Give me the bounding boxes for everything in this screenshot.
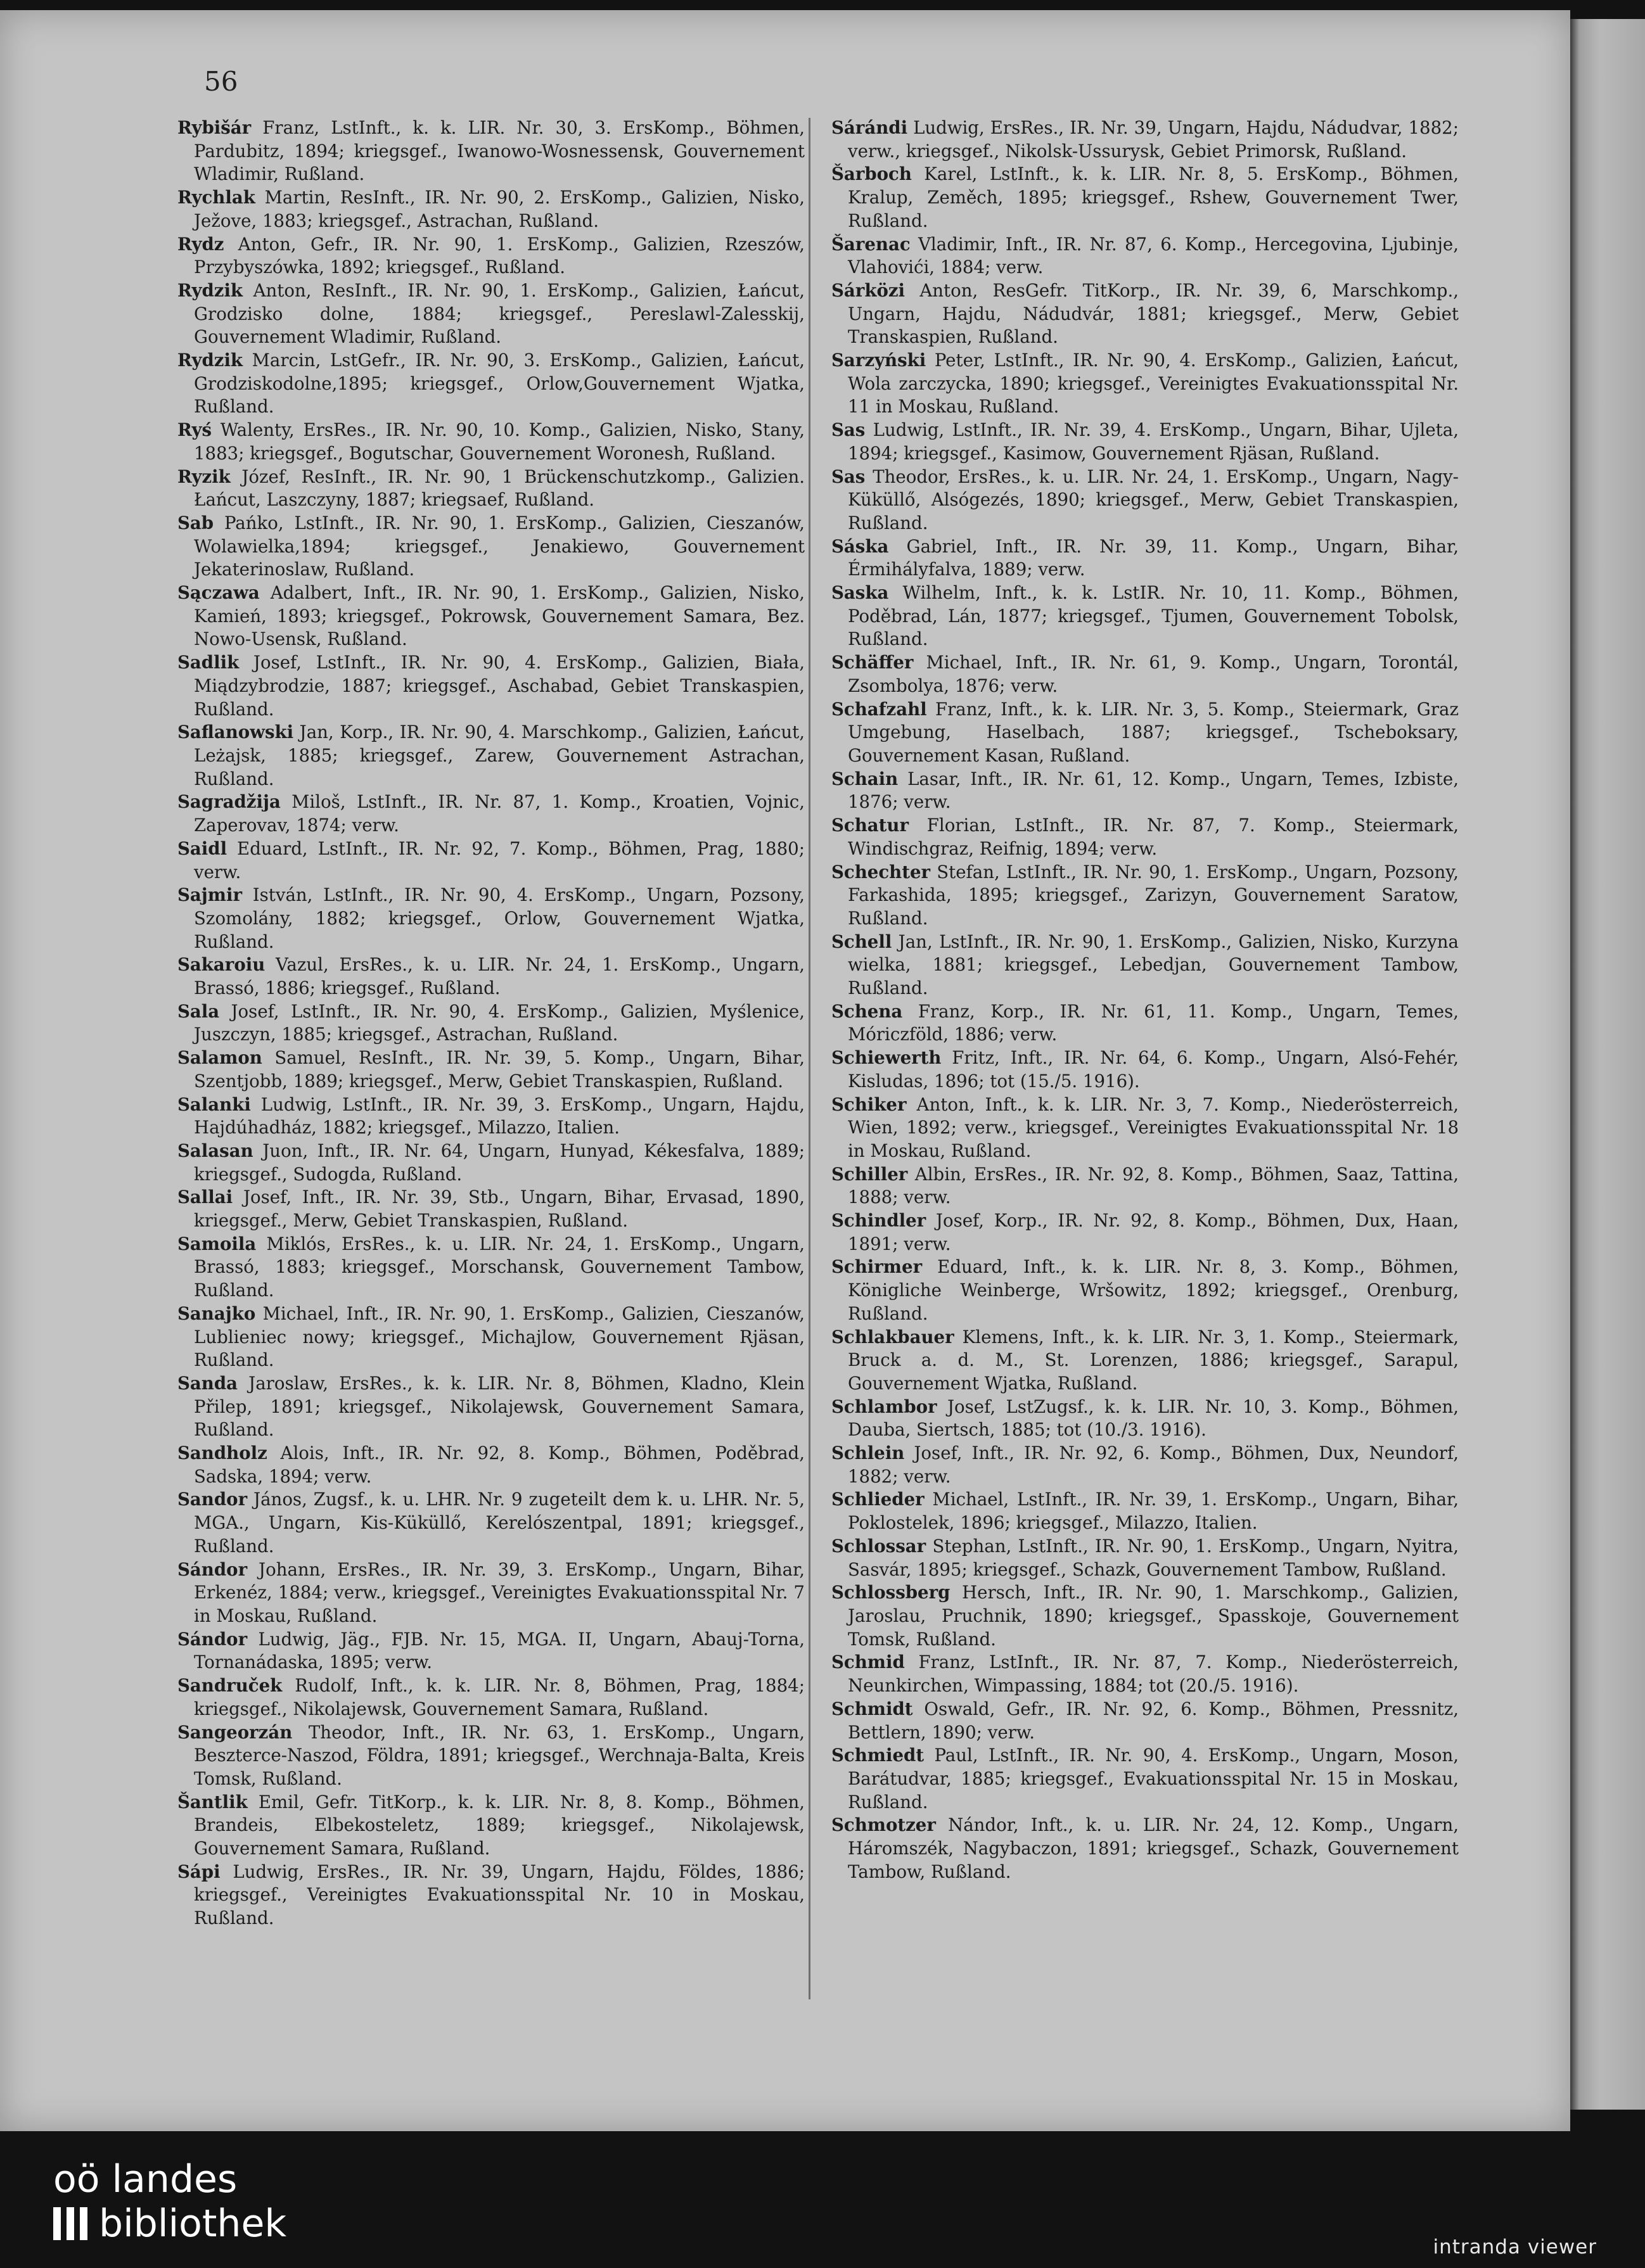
- entry-surname: Rychlak: [177, 187, 255, 208]
- register-entry: [177, 1303, 805, 1372]
- entry-details: Karel, LstInft., k. k. LIR. Nr. 8, 5. ErsKomp., Böhmen, Kralup, Zeměch, 1895; kriegsgef., Rshew, Gouvernement Twer, Rußland.: [848, 163, 1459, 231]
- entry-surname: Sándor: [177, 1558, 248, 1580]
- entry-details: Josef, Korp., IR. Nr. 92, 8. Komp., Böhmen, Dux, Haan, 1891; verw.: [848, 1210, 1459, 1254]
- register-entry: [831, 1651, 1459, 1697]
- register-entry: [831, 535, 1459, 582]
- right-column: [831, 117, 1459, 1883]
- entry-surname: Schafzahl: [831, 698, 927, 720]
- register-entry: [177, 838, 805, 884]
- entry-surname: Sáska: [831, 535, 889, 557]
- entry-surname: Ryś: [177, 419, 212, 441]
- entry-details: Josef, LstInft., IR. Nr. 90, 4. ErsKomp., Galizien, Myślenice, Juszczyn, 1885; kriegsgef., Astrachan, Rußland.: [194, 1000, 805, 1045]
- entry-surname: Schlieder: [831, 1489, 925, 1510]
- entry-details: Stephan, LstInft., IR. Nr. 90, 1. ErsKomp., Ungarn, Nyitra, Sasvár, 1895; kriegsgef., Schazk, Gouvernement Tambow, Rußland.: [848, 1535, 1459, 1580]
- entry-details: Emil, Gefr. TitKorp., k. k. LIR. Nr. 8, 8. Komp., Böhmen, Brandeis, Elbekosteletz, 1889; kriegsgef., Nikolajewsk, Gouvernement Samara, Rußland.: [194, 1791, 805, 1859]
- entry-surname: Schlein: [831, 1443, 905, 1464]
- entry-details: Samuel, ResInft., IR. Nr. 39, 5. Komp., Ungarn, Bihar, Szentjobb, 1889; kriegsgef., Merw, Gebiet Transkaspien, Rußland.: [194, 1047, 805, 1092]
- register-entry: [177, 1628, 805, 1674]
- register-entry: [831, 1256, 1459, 1325]
- entry-details: Wilhelm, Inft., k. k. LstIR. Nr. 10, 11. Komp., Böhmen, Poděbrad, Lán, 1877; kriegsgef., Tjumen, Gouvernement Tobolsk, Rußland.: [848, 582, 1459, 650]
- logo-line-1: oö landes: [53, 2157, 238, 2201]
- register-entry: [177, 1721, 805, 1791]
- entry-details: Theodor, Inft., IR. Nr. 63, 1. ErsKomp., Ungarn, Beszterce-Naszod, Földra, 1891; kriegsgef., Werchnaja-Balta, Kreis Tomsk, Rußland.: [194, 1721, 805, 1789]
- entry-details: Eduard, Inft., k. k. LIR. Nr. 8, 3. Komp., Böhmen, Königliche Weinberge, Wršowitz, 1892; kriegsgef., Orenburg, Rußland.: [848, 1256, 1459, 1324]
- entry-details: Alois, Inft., IR. Nr. 92, 8. Komp., Böhmen, Poděbrad, Sadska, 1894; verw.: [194, 1443, 805, 1487]
- entry-surname: Sas: [831, 419, 866, 441]
- entry-surname: Šarboch: [831, 163, 912, 185]
- entry-details: Martin, ResInft., IR. Nr. 90, 2. ErsKomp., Galizien, Nisko, Ježove, 1883; kriegsgef., Astrachan, Rußland.: [194, 187, 805, 231]
- entry-surname: Saflanowski: [177, 722, 294, 743]
- entry-details: Adalbert, Inft., IR. Nr. 90, 1. ErsKomp., Galizien, Nisko, Kamień, 1893; kriegsgef., Pokrowsk, Gouvernement Samara, Bez. Nowo-Usensk, Rußland.: [194, 582, 805, 650]
- entry-surname: Schmotzer: [831, 1814, 936, 1836]
- register-entry: [831, 349, 1459, 419]
- entry-surname: Schechter: [831, 861, 931, 882]
- register-entry: [177, 721, 805, 791]
- entry-details: Theodor, ErsRes., k. u. LIR. Nr. 24, 1. ErsKomp., Ungarn, Nagy-Küküllő, Alsógezés, 1890; kriegsgef., Merw, Gebiet Transkaspien, Rußland.: [848, 466, 1459, 533]
- entry-details: Lasar, Inft., IR. Nr. 61, 12. Komp., Ungarn, Temes, Izbiste, 1876; verw.: [848, 768, 1459, 813]
- entry-surname: Schirmer: [831, 1256, 923, 1278]
- entry-details: Hersch, Inft., IR. Nr. 90, 1. Marschkomp., Galizien, Jaroslau, Pruchnik, 1890; kriegsgef., Spasskoje, Gouvernement Tomsk, Rußland.: [848, 1582, 1459, 1650]
- entry-details: Gabriel, Inft., IR. Nr. 39, 11. Komp., Ungarn, Bihar, Érmihályfalva, 1889; verw.: [848, 535, 1459, 580]
- register-entry: [831, 698, 1459, 768]
- register-entry: [177, 953, 805, 1000]
- entry-surname: Sab: [177, 512, 214, 533]
- register-entry: [831, 1047, 1459, 1093]
- entry-surname: Sanajko: [177, 1303, 256, 1324]
- register-entry: [831, 814, 1459, 860]
- entry-details: Michael, LstInft., IR. Nr. 39, 1. ErsKomp., Ungarn, Bihar, Poklostelek, 1896; kriegsgef., Milazzo, Italien.: [848, 1489, 1459, 1534]
- entry-details: Josef, Inft., IR. Nr. 39, Stb., Ungarn, Bihar, Ervasad, 1890, kriegsgef., Merw, Gebiet Transkaspien, Rußland.: [194, 1187, 805, 1232]
- register-entry: [831, 1535, 1459, 1581]
- register-entry: [177, 1000, 805, 1047]
- entry-surname: Sajmir: [177, 884, 243, 906]
- register-entry: [831, 1209, 1459, 1256]
- register-entry: [831, 466, 1459, 535]
- register-entry: [831, 1814, 1459, 1883]
- entry-details: Josef, LstInft., IR. Nr. 90, 4. ErsKomp., Galizien, Biała, Miądzybrodzie, 1887; kriegsgef., Aschabad, Gebiet Transkaspien, Rußland.: [194, 652, 805, 720]
- register-entry: [177, 1674, 805, 1721]
- entry-surname: Sala: [177, 1000, 220, 1022]
- register-entry: [831, 419, 1459, 465]
- entry-details: Klemens, Inft., k. k. LIR. Nr. 3, 1. Komp., Steiermark, Bruck a. d. M., St. Lorenzen, 1886; kriegsgef., Sarapul, Gouvernement Wjatka, Rußland.: [848, 1326, 1459, 1394]
- register-entry: [831, 1326, 1459, 1396]
- register-entry: [831, 163, 1459, 233]
- register-entry: [177, 512, 805, 582]
- register-entry: [177, 1791, 805, 1861]
- register-entry: [177, 1442, 805, 1488]
- page-number: 56: [204, 66, 238, 97]
- entry-surname: Schindler: [831, 1210, 926, 1232]
- entry-surname: Schlossar: [831, 1535, 926, 1557]
- entry-details: Vladimir, Inft., IR. Nr. 87, 6. Komp., Hercegovina, Ljubinje, Vlahovići, 1884; verw.: [848, 233, 1459, 278]
- viewer-label[interactable]: intranda viewer: [1433, 2236, 1597, 2258]
- entry-details: Nándor, Inft., k. u. LIR. Nr. 24, 12. Komp., Ungarn, Háromszék, Nagybaczon, 1891; kriegsgef., Schazk, Gouvernement Tambow, Rußland.: [848, 1814, 1459, 1882]
- entry-surname: Schatur: [831, 815, 909, 836]
- entry-details: Miklós, ErsRes., k. u. LIR. Nr. 24, 1. ErsKomp., Ungarn, Brassó, 1883; kriegsgef., Morschansk, Gouvernement Tambow, Rußland.: [194, 1233, 805, 1301]
- register-entry: [831, 1163, 1459, 1209]
- register-entry: [177, 419, 805, 465]
- entry-surname: Schlossberg: [831, 1582, 951, 1603]
- register-entry: [177, 186, 805, 233]
- entry-surname: Saidl: [177, 838, 227, 859]
- entry-surname: Sárközi: [831, 279, 906, 301]
- register-entry: [831, 931, 1459, 1000]
- entry-surname: Samoila: [177, 1233, 257, 1254]
- entry-details: János, Zugsf., k. u. LHR. Nr. 9 zugeteilt dem k. u. LHR. Nr. 5, MGA., Ungarn, Kis-Küküllő, Kerelószentpal, 1891; kriegsgef., Rußland.: [194, 1489, 805, 1557]
- entry-details: Jaroslaw, ErsRes., k. k. LIR. Nr. 8, Böhmen, Kladno, Klein Přilep, 1891; kriegsgef., Nikolajewsk, Gouvernement Samara, Rußland.: [194, 1372, 805, 1441]
- entry-surname: Sandruček: [177, 1675, 283, 1697]
- entry-surname: Saska: [831, 582, 889, 604]
- entry-details: Walenty, ErsRes., IR. Nr. 90, 10. Komp., Galizien, Nisko, Stany, 1883; kriegsgef., Bogutschar, Gouvernement Woronesh, Rußland.: [194, 419, 805, 464]
- entry-surname: Salanki: [177, 1093, 251, 1115]
- entry-surname: Schmidt: [831, 1698, 913, 1719]
- register-entry: [831, 1093, 1459, 1163]
- entry-surname: Sanda: [177, 1372, 238, 1394]
- left-column: [177, 117, 805, 1930]
- register-entry: [831, 582, 1459, 651]
- entry-surname: Schena: [831, 1000, 903, 1022]
- entry-surname: Sangeorzán: [177, 1721, 293, 1743]
- entry-surname: Sagradžija: [177, 791, 281, 813]
- logo-line-2: bibliothek: [99, 2201, 287, 2246]
- entry-surname: Schäffer: [831, 652, 914, 673]
- entry-details: Fritz, Inft., IR. Nr. 64, 6. Komp., Ungarn, Alsó-Fehér, Kisludas, 1896; tot (15./5. 1916).: [848, 1047, 1459, 1092]
- entry-surname: Schain: [831, 768, 899, 789]
- entry-details: Oswald, Gefr., IR. Nr. 92, 6. Komp., Böhmen, Pressnitz, Bettlern, 1890; verw.: [848, 1698, 1459, 1743]
- entry-details: Florian, LstInft., IR. Nr. 87, 7. Komp., Steiermark, Windischgraz, Reifnig, 1894; verw.: [848, 815, 1459, 859]
- entry-surname: Schmid: [831, 1652, 905, 1673]
- register-entry: [177, 1558, 805, 1628]
- entry-details: Pańko, LstInft., IR. Nr. 90, 1. ErsKomp., Galizien, Cieszanów, Wolawielka,1894; kriegsgef., Jenakiewo, Gouvernement Jekaterinoslaw, Rußland.: [194, 512, 805, 580]
- register-entry: [831, 651, 1459, 698]
- register-entry: [177, 884, 805, 953]
- entry-surname: Ryzik: [177, 466, 231, 487]
- register-entry: [177, 1372, 805, 1442]
- entry-details: Rudolf, Inft., k. k. LIR. Nr. 8, Böhmen, Prag, 1884; kriegsgef., Nikolajewsk, Gouvernement Samara, Rußland.: [194, 1675, 805, 1719]
- entry-details: Ludwig, ErsRes., IR. Nr. 39, Ungarn, Hajdu, Földes, 1886; kriegsgef., Vereinigtes Evakuationsspital Nr. 10 in Moskau, Rußland.: [194, 1861, 805, 1929]
- register-entry: [831, 1442, 1459, 1488]
- entry-surname: Sas: [831, 466, 866, 487]
- entry-details: Michael, Inft., IR. Nr. 61, 9. Komp., Ungarn, Torontál, Zsombolya, 1876; verw.: [848, 652, 1459, 696]
- register-entry: [831, 1581, 1459, 1651]
- entry-details: Josef, Inft., IR. Nr. 92, 6. Komp., Böhmen, Dux, Neundorf, 1882; verw.: [848, 1443, 1459, 1487]
- entry-details: Josef, LstZugsf., k. k. LIR. Nr. 10, 3. Komp., Böhmen, Dauba, Siertsch, 1885; tot (10./3. 1916).: [848, 1396, 1459, 1441]
- register-entry: [831, 117, 1459, 163]
- entry-details: Anton, ResInft., IR. Nr. 90, 1. ErsKomp., Galizien, Łańcut, Grodzisko dolne, 1884; kriegsgef., Pereslawl-Zalesskij, Gouvernement Wladimir, Rußland.: [194, 279, 805, 348]
- entry-surname: Sándor: [177, 1628, 248, 1650]
- entry-details: Franz, LstInft., IR. Nr. 87, 7. Komp., Niederösterreich, Neunkirchen, Wimpassing, 1884; tot (20./5. 1916).: [848, 1652, 1459, 1697]
- register-entry: [177, 1233, 805, 1303]
- entry-surname: Rybišár: [177, 117, 252, 138]
- entry-details: Paul, LstInft., IR. Nr. 90, 4. ErsKomp., Ungarn, Moson, Barátudvar, 1885; kriegsgef., Evakuationsspital Nr. 15 in Moskau, Rußland.: [848, 1745, 1459, 1812]
- register-entry: [831, 861, 1459, 931]
- entry-details: Vazul, ErsRes., k. u. LIR. Nr. 24, 1. ErsKomp., Ungarn, Brassó, 1886; kriegsgef., Rußland.: [194, 954, 805, 999]
- entry-surname: Rydz: [177, 233, 224, 255]
- entry-details: István, LstInft., IR. Nr. 90, 4. ErsKomp., Ungarn, Pozsony, Szomolány, 1882; kriegsgef., Orlow, Gouvernement Wjatka, Rußland.: [194, 884, 805, 952]
- register-entry: [831, 768, 1459, 814]
- entry-details: Anton, Gefr., IR. Nr. 90, 1. ErsKomp., Galizien, Rzeszów, Przybyszówka, 1892; kriegsgef., Rußland.: [194, 233, 805, 278]
- entry-details: Ludwig, Jäg., FJB. Nr. 15, MGA. II, Ungarn, Abauj-Torna, Tornanádaska, 1895; verw.: [194, 1628, 805, 1673]
- entry-surname: Sárándi: [831, 117, 908, 138]
- logo-bars-icon: [53, 2207, 90, 2240]
- entry-details: Stefan, LstInft., IR. Nr. 90, 1. ErsKomp., Ungarn, Pozsony, Farkashida, 1895; kriegsgef., Zarizyn, Gouvernement Saratow, Rußland.: [848, 861, 1459, 929]
- register-entry: [177, 1047, 805, 1093]
- entry-surname: Sarzyński: [831, 350, 926, 371]
- register-entry: [177, 791, 805, 837]
- entry-surname: Sączawa: [177, 582, 260, 604]
- entry-details: Eduard, LstInft., IR. Nr. 92, 7. Komp., Böhmen, Prag, 1880; verw.: [194, 838, 805, 882]
- entry-details: Marcin, LstGefr., IR. Nr. 90, 3. ErsKomp., Galizien, Łańcut, Grodziskodolne,1895; kriegsgef., Orlow,Gouvernement Wjatka, Rußland.: [194, 350, 805, 417]
- entry-details: Jan, Korp., IR. Nr. 90, 4. Marschkomp., Galizien, Łańcut, Leżajsk, 1885; kriegsgef., Zarew, Gouvernement Astrachan, Rußland.: [194, 722, 805, 789]
- register-entry: [831, 1744, 1459, 1814]
- register-entry: [831, 1396, 1459, 1442]
- entry-details: Michael, Inft., IR. Nr. 90, 1. ErsKomp., Galizien, Cieszanów, Lublieniec nowy; kriegsgef., Michajlow, Gouvernement Rjäsan, Rußland.: [194, 1303, 805, 1371]
- register-entry: [831, 1698, 1459, 1744]
- entry-surname: Sallai: [177, 1187, 233, 1208]
- entry-details: Jan, LstInft., IR. Nr. 90, 1. ErsKomp., Galizien, Nisko, Kurzyna wielka, 1881; kriegsgef., Lebedjan, Gouvernement Tambow, Rußland.: [848, 931, 1459, 999]
- register-entry: [177, 349, 805, 419]
- register-entry: [831, 279, 1459, 349]
- column-divider: [809, 118, 810, 1999]
- register-entry: [177, 279, 805, 349]
- register-entry: [177, 1488, 805, 1558]
- entry-details: Franz, LstInft., k. k. LIR. Nr. 30, 3. ErsKomp., Böhmen, Pardubitz, 1894; kriegsgef., Iwanowo-Wosnessensk, Gouvernement Wladimir, Rußland.: [194, 117, 805, 185]
- register-entry: [831, 1488, 1459, 1534]
- entry-surname: Šarenac: [831, 233, 911, 255]
- entry-details: Juon, Inft., IR. Nr. 64, Ungarn, Hunyad, Kékesfalva, 1889; kriegsgef., Sudogda, Rußland.: [194, 1140, 805, 1185]
- entry-surname: Sápi: [177, 1861, 221, 1882]
- register-entry: [177, 582, 805, 651]
- entry-details: Miloš, LstInft., IR. Nr. 87, 1. Komp., Kroatien, Vojnic, Zaperovav, 1874; verw.: [194, 791, 805, 836]
- entry-details: Albin, ErsRes., IR. Nr. 92, 8. Komp., Böhmen, Saaz, Tattina, 1888; verw.: [848, 1163, 1459, 1208]
- register-entry: [177, 651, 805, 721]
- register-entry: [177, 1186, 805, 1232]
- entry-details: Franz, Korp., IR. Nr. 61, 11. Komp., Ungarn, Temes, Móriczföld, 1886; verw.: [848, 1000, 1459, 1045]
- register-entry: [177, 1861, 805, 1930]
- entry-details: Ludwig, LstInft., IR. Nr. 39, 4. ErsKomp., Ungarn, Bihar, Ujleta, 1894; kriegsgef., Kasimow, Gouvernement Rjäsan, Rußland.: [848, 419, 1459, 464]
- entry-surname: Sadlik: [177, 652, 240, 673]
- entry-surname: Sandor: [177, 1489, 248, 1510]
- entry-surname: Šantlik: [177, 1791, 248, 1812]
- entry-details: Peter, LstInft., IR. Nr. 90, 4. ErsKomp., Galizien, Łańcut, Wola zarczycka, 1890; kriegsgef., Vereinigtes Evakuationsspital Nr. 11 in Moskau, Rußland.: [848, 350, 1459, 417]
- entry-surname: Salamon: [177, 1047, 262, 1069]
- next-page-edge: [1570, 19, 1645, 2110]
- entry-surname: Schlambor: [831, 1396, 937, 1417]
- entry-details: Anton, Inft., k. k. LIR. Nr. 3, 7. Komp., Niederösterreich, Wien, 1892; verw., kriegsgef., Vereinigtes Evakuationsspital Nr. 18 in Moskau, Rußland.: [848, 1093, 1459, 1161]
- register-entry: [177, 1140, 805, 1186]
- entry-surname: Rydzik: [177, 279, 243, 301]
- entry-surname: Schlakbauer: [831, 1326, 954, 1347]
- entry-details: Franz, Inft., k. k. LIR. Nr. 3, 5. Komp., Steiermark, Graz Umgebung, Haselbach, 1887; kriegsgef., Tscheboksary, Gouvernement Kasan, Rußland.: [848, 698, 1459, 766]
- scanned-page: [0, 10, 1570, 2131]
- register-entry: [831, 1000, 1459, 1047]
- register-entry: [177, 466, 805, 512]
- register-entry: [177, 233, 805, 279]
- entry-surname: Sakaroiu: [177, 954, 266, 976]
- entry-surname: Sandholz: [177, 1443, 267, 1464]
- entry-surname: Salasan: [177, 1140, 253, 1161]
- register-entry: [177, 1093, 805, 1140]
- entry-surname: Schiewerth: [831, 1047, 942, 1069]
- entry-surname: Rydzik: [177, 350, 243, 371]
- entry-details: Józef, ResInft., IR. Nr. 90, 1 Brückenschutzkomp., Galizien. Łańcut, Laszczyny, 1887; kriegsaef, Rußland.: [194, 466, 805, 511]
- register-entry: [177, 117, 805, 186]
- entry-surname: Schell: [831, 931, 892, 952]
- entry-details: Ludwig, ErsRes., IR. Nr. 39, Ungarn, Hajdu, Nádudvar, 1882; verw., kriegsgef., Nikolsk-Ussurysk, Gebiet Primorsk, Rußland.: [848, 117, 1459, 162]
- entry-surname: Schmiedt: [831, 1745, 925, 1766]
- library-logo[interactable]: [53, 2157, 286, 2246]
- register-entry: [831, 233, 1459, 279]
- entry-details: Johann, ErsRes., IR. Nr. 39, 3. ErsKomp., Ungarn, Bihar, Erkenéz, 1884; verw., kriegsgef., Vereinigtes Evakuationsspital Nr. 7 in Moskau, Rußland.: [194, 1558, 805, 1626]
- entry-surname: Schiker: [831, 1093, 907, 1115]
- entry-details: Ludwig, LstInft., IR. Nr. 39, 3. ErsKomp., Ungarn, Hajdu, Hajdúhadház, 1882; kriegsgef., Milazzo, Italien.: [194, 1093, 805, 1138]
- entry-details: Anton, ResGefr. TitKorp., IR. Nr. 39, 6, Marschkomp., Ungarn, Hajdu, Nádudvár, 1881; kriegsgef., Merw, Gebiet Transkaspien, Rußland.: [848, 279, 1459, 348]
- entry-surname: Schiller: [831, 1163, 908, 1185]
